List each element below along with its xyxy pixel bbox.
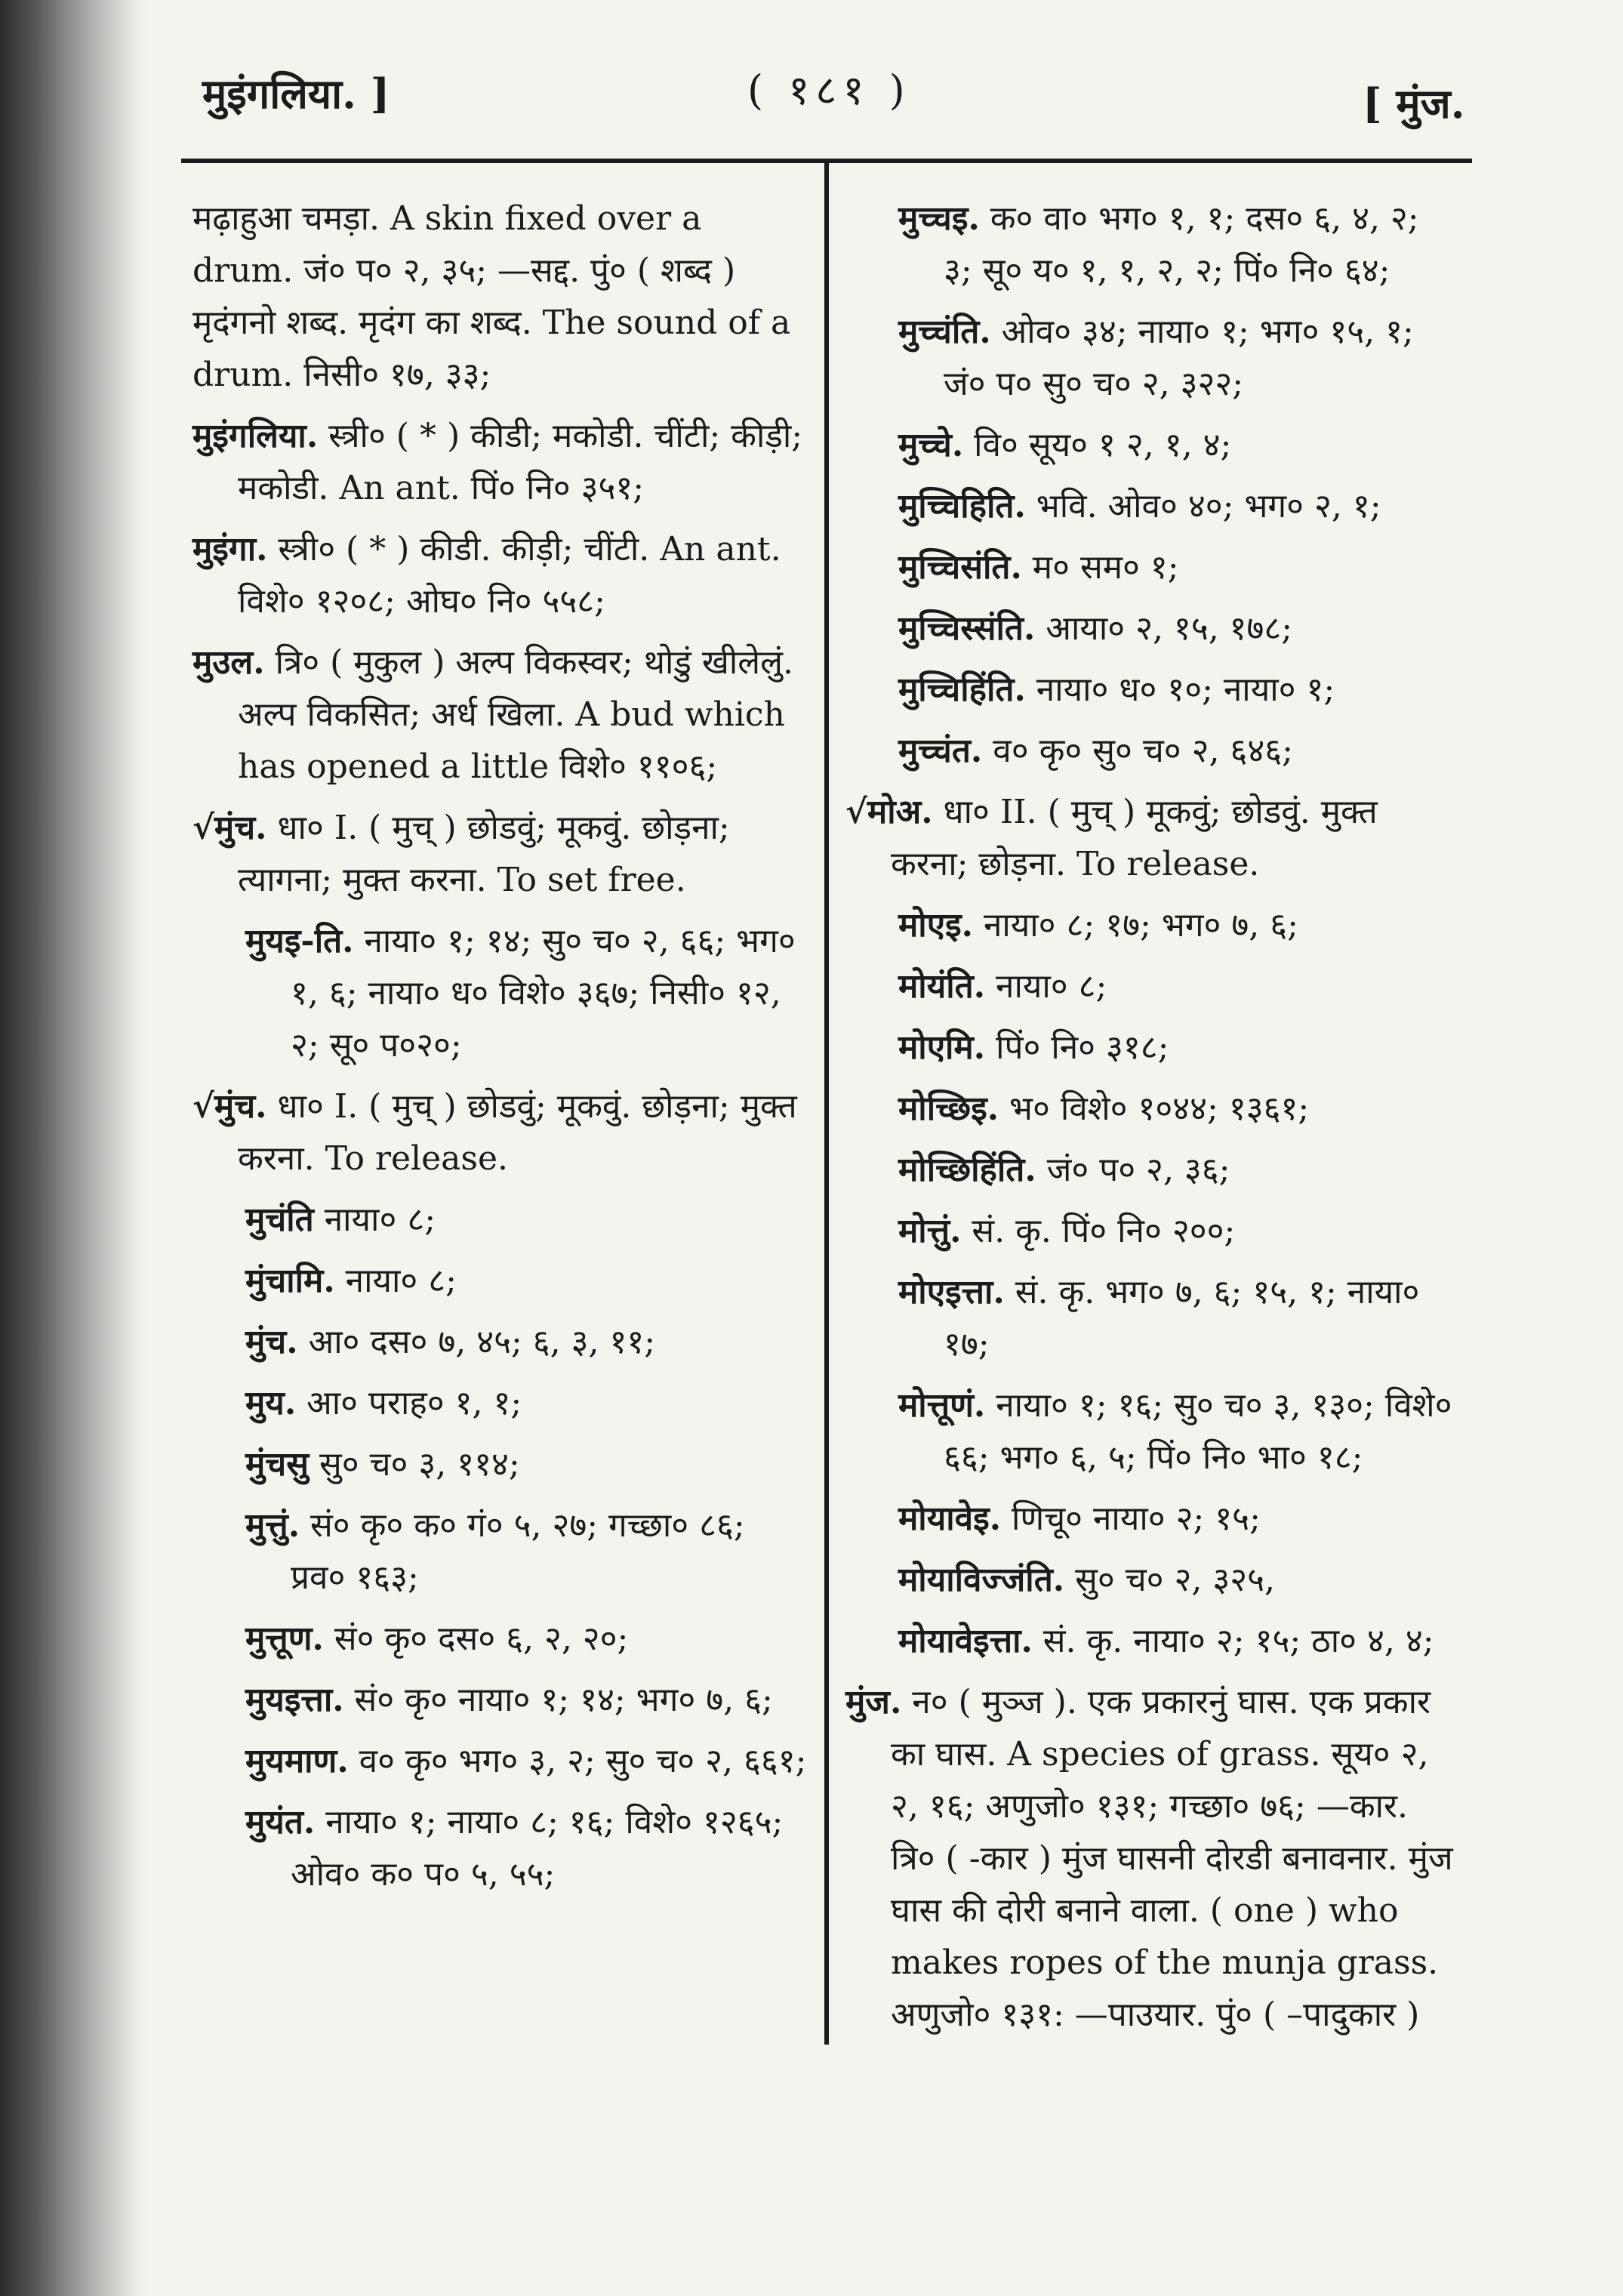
page-number: ( १८१ ) xyxy=(747,66,911,114)
sub-entry: मुत्तूण. सं० कृ० दस० ६, २, २०; xyxy=(245,1620,629,1658)
sub-entry: मोयावेइत्ता. सं. कृ. नाया० २; १५; ठा० ४, ४; xyxy=(898,1622,1434,1660)
entry: मढ़ाहुआ चमड़ा. A skin fixed over a drum. जं० प० २, ३५; —सद्द. पुं० ( शब्द ) मृदंगनो शब्द. मृदंग का शब्द. The sound of a drum. निसी० १७, ३३; xyxy=(192,199,791,394)
sub-entry: मुच्चंति. ओव० ३४; नाया० १; भग० १५, १; जं० प० सु० च० २, ३२२; xyxy=(898,313,1414,403)
sub-entry: मुच्चिसंति. म० सम० १; xyxy=(898,548,1179,587)
sub-entry: मोएइत्ता. सं. कृ. भग० ७, ६; १५, १; नाया० १७; xyxy=(898,1273,1420,1364)
left-column xyxy=(192,193,808,1909)
entry: मुइंगलिया. स्त्री० ( * ) कीडी; मकोडी. चींटी; कीड़ी; मकोडी. An ant. पिं० नि० ३५१; xyxy=(192,417,803,507)
sub-entry: मोयंति. नाया० ८; xyxy=(898,967,1107,1006)
page-header xyxy=(0,0,1623,174)
sub-entry: मुयंत. नाया० १; नाया० ८; १६; विशे० १२६५; ओव० क० प० ५, ५५; xyxy=(245,1803,784,1894)
sub-entry: मुंचामि. नाया० ८; xyxy=(245,1262,457,1300)
entry: मुंज. न० ( मुञ्ज ). एक प्रकारनुं घास. एक प्रकार का घास. A species of grass. सूय० २, २, १६; अणुजो० १३१; गच्छा० ७६; —कार. त्रि० ( -कार ) मुंज घासनी दोरडी बनावनार. मुंज घास की दोरी बनाने वाला. ( one ) who makes ropes of the munja grass. अणुजो० १३१: —पाउयार. पुं० ( –पादुकार ) xyxy=(845,1683,1453,2034)
sub-entry: मुंचसु सु० च० ३, ११४; xyxy=(245,1445,520,1484)
entry: मुउल. त्रि० ( मुकुल ) अल्प विकस्वर; थोडुं खीलेलुं. अल्प विकसित; अर्ध खिला. A bud which has opened a little विशे० ११०६; xyxy=(192,643,793,786)
sub-entry: मोत्तूणं. नाया० १; १६; सु० च० ३, १३०; विशे० ६६; भग० ६, ५; पिं० नि० भा० १८; xyxy=(898,1386,1452,1477)
right-column xyxy=(845,193,1457,2050)
left-guide-word: मुइंगलिया. ] xyxy=(202,69,390,118)
sub-entry: मुंच. आ० दस० ७, ४५; ६, ३, ११; xyxy=(245,1323,656,1361)
right-guide-word: [ मुंज. xyxy=(1363,79,1465,128)
book-spine-shadow xyxy=(0,0,151,2296)
sub-entry: मोएइ. नाया० ८; १७; भग० ७, ६; xyxy=(898,906,1298,945)
sub-entry: मुयमाण. व० कृ० भग० ३, २; सु० च० २, ६६१; xyxy=(245,1742,807,1780)
sub-entry: मोत्तुं. सं. कृ. पिं० नि० २००; xyxy=(898,1212,1236,1250)
entry: √मुंच. धा० I. ( मुच् ) छोडवुं; मूकवुं. छोड़ना; मुक्त करना. To release. xyxy=(192,1087,797,1178)
column-divider xyxy=(824,161,829,2045)
entry: √मुंच. धा० I. ( मुच् ) छोडवुं; मूकवुं. छोड़ना; त्यागना; मुक्त करना. To set free. xyxy=(192,809,730,899)
sub-entry: मुयइ-ति. नाया० १; १४; सु० च० २, ६६; भग० १, ६; नाया० ध० विशे० ३६७; निसी० १२, २; सू० प०२०; xyxy=(245,922,796,1065)
sub-entry: मुच्चिहिति. भवि. ओव० ४०; भग० २, १; xyxy=(898,487,1381,525)
sub-entry: मुचंति नाया० ८; xyxy=(245,1200,436,1239)
sub-entry: मोच्छिहिंति. जं० प० २, ३६; xyxy=(898,1151,1230,1189)
sub-entry: मुय. आ० पराह० १, १; xyxy=(245,1384,522,1422)
sub-entry: मोयाविज्जंति. सु० च० २, ३२५, xyxy=(898,1561,1275,1599)
sub-entry: मुत्तुं. सं० कृ० क० गं० ५, २७; गच्छा० ८६; प्रव० १६३; xyxy=(245,1506,745,1597)
entry: मुइंगा. स्त्री० ( * ) कीडी. कीड़ी; चींटी. An ant. विशे० १२०८; ओघ० नि० ५५८; xyxy=(192,530,781,621)
sub-entry: मुच्चंत. व० कृ० सु० च० २, ६४६; xyxy=(898,732,1293,770)
sub-entry: मुच्चिस्संति. आया० २, १५, १७८; xyxy=(898,609,1293,648)
sub-entry: मुयइत्ता. सं० कृ० नाया० १; १४; भग० ७, ६; xyxy=(245,1681,773,1719)
sub-entry: मोच्छिइ. भ० विशे० १०४४; १३६१; xyxy=(898,1089,1310,1128)
entry: √मोअ. धा० II. ( मुच् ) मूकवुं; छोडवुं. मुक्त करना; छोड़ना. To release. xyxy=(845,793,1378,883)
sub-entry: मोएमि. पिं० नि० ३१८; xyxy=(898,1028,1169,1067)
sub-entry: मुच्चे. वि० सूय० १ २, १, ४; xyxy=(898,426,1232,464)
sub-entry: मोयावेइ. णिचू० नाया० २; १५; xyxy=(898,1499,1261,1538)
sub-entry: मुच्चिहिंति. नाया० ध० १०; नाया० १; xyxy=(898,670,1335,709)
sub-entry: मुच्चइ. क० वा० भग० १, १; दस० ६, ४, २; ३; सू० य० १, १, २, २; पिं० नि० ६४; xyxy=(898,199,1419,290)
